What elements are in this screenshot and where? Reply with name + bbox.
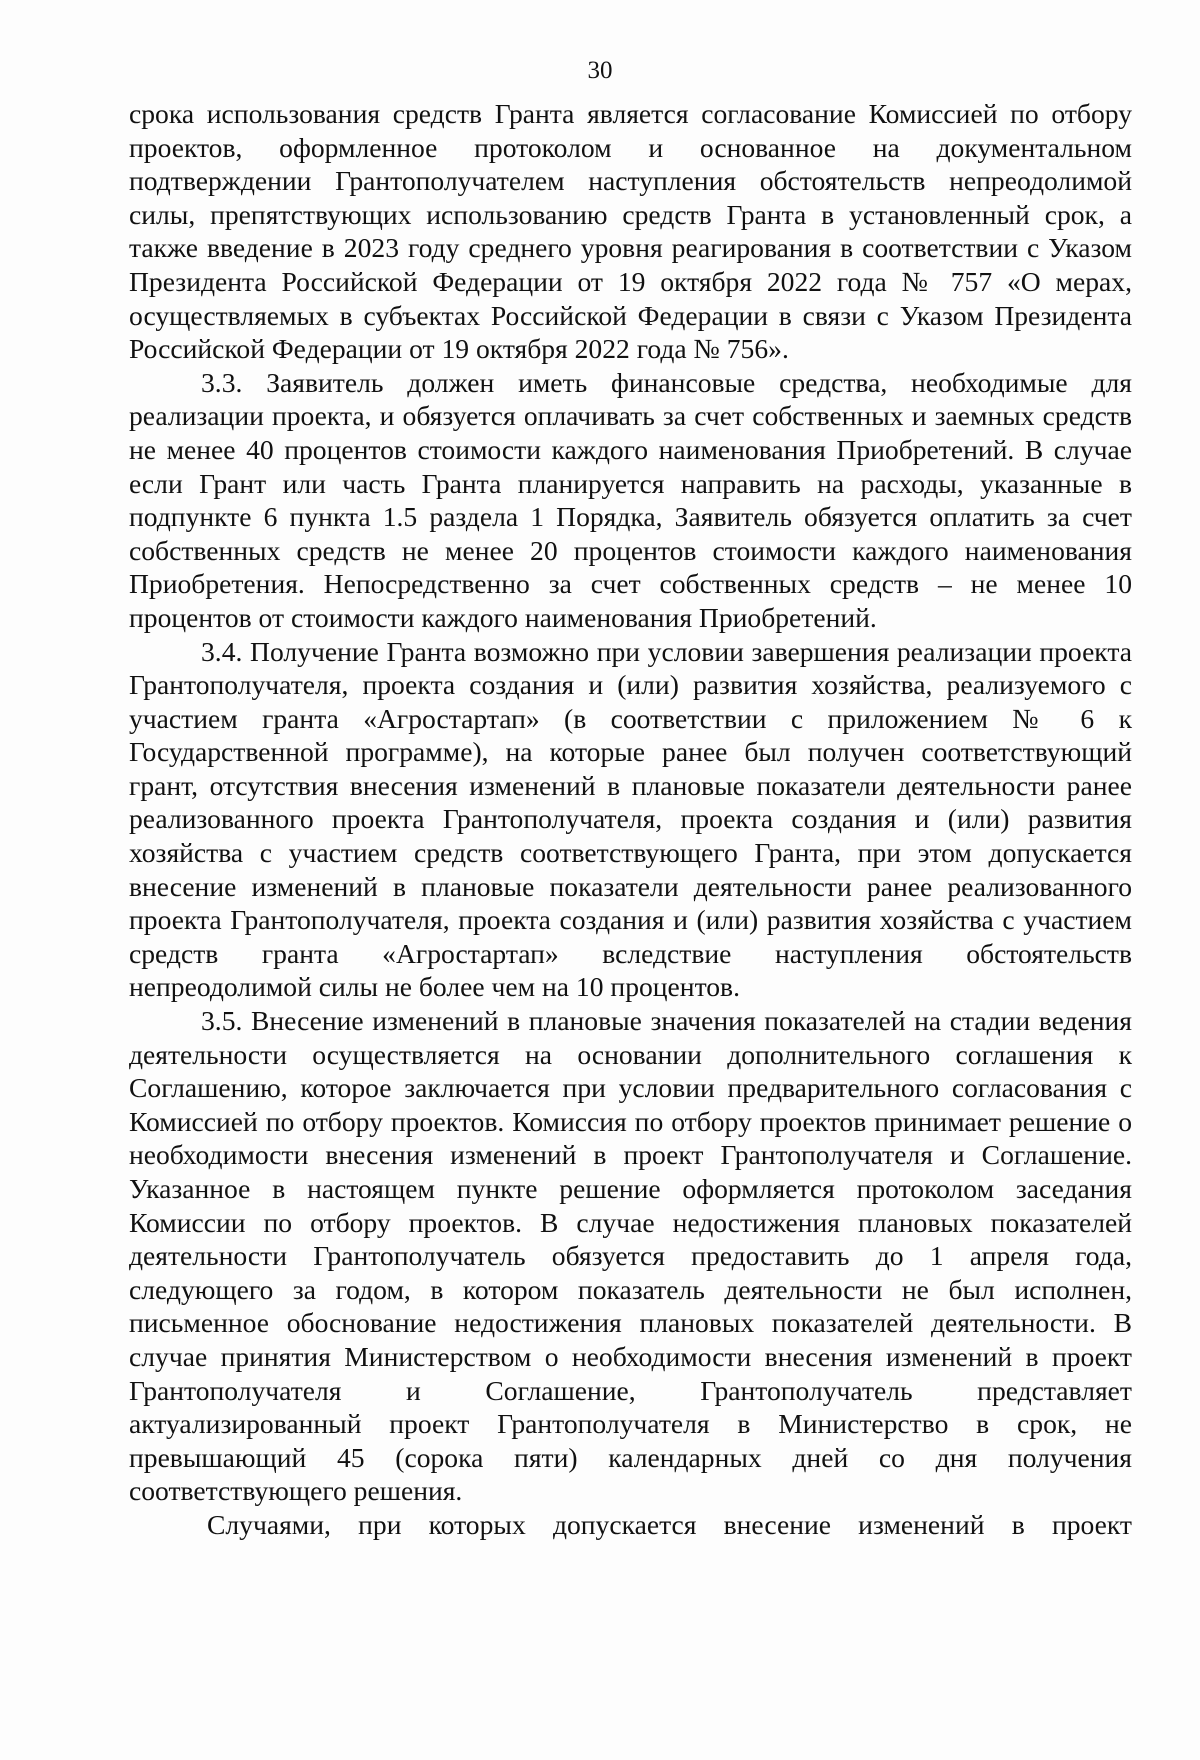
paragraph-change-cases: Случаями, при которых допускается внесение изменений в проект: [207, 1508, 1132, 1540]
paragraph-3-3: 3.3. Заявитель должен иметь финансовые средства, необходимые для реализации проекта, и обязуется оплачивать за счет собственных и заемных средств не менее 40 процентов стоимости каждого наименования Приобретений. В случае если Грант или часть Гранта планируется направить на расходы, указанные в подпункте 6 пункта 1.5 раздела 1 Порядка, Заявитель обязуется оплатить за счет собственных средств не менее 20 процентов стоимости каждого наименования Приобретения. Непосредственно за счет собственных средств – не менее 10 процентов от стоимости каждого наименования Приобретений.: [129, 366, 1132, 633]
paragraph-3-4: 3.4. Получение Гранта возможно при условии завершения реализации проекта Грантополучателя, проекта создания и (или) развития хозяйства, реализуемого с участием гранта «Агростартап» (в соответствии с приложением № 6 к Государственной программе), на которые ранее был получен соответствующий грант, отсутствия внесения изменений в плановые показатели деятельности ранее реализованного проекта Грантополучателя, проекта создания и (или) развития хозяйства с участием средств соответствующего Гранта, при этом допускается внесение изменений в плановые показатели деятельности ранее реализованного проекта Грантополучателя, проекта создания и (или) развития хозяйства с участием средств гранта «Агростартап» вследствие наступления обстоятельств непреодолимой силы не более чем на 10 процентов.: [129, 635, 1132, 1003]
document-body: [129, 97, 1132, 1542]
page-number: 30: [587, 57, 613, 84]
paragraph-3-5: 3.5. Внесение изменений в плановые значения показателей на стадии ведения деятельности осуществляется на основании дополнительного соглашения к Соглашению, которое заключается при условии предварительного согласования с Комиссией по отбору проектов. Комиссия по отбору проектов принимает решение о необходимости внесения изменений в проект Грантополучателя и Соглашение. Указанное в настоящем пункте решение оформляется протоколом заседания Комиссии по отбору проектов. В случае недостижения плановых показателей деятельности Грантополучатель обязуется предоставить до 1 апреля года, следующего за годом, в котором показатель деятельности не был исполнен, письменное обоснование недостижения плановых показателей деятельности. В случае принятия Министерством о необходимости внесения изменений в проект Грантополучателя и Соглашение, Грантополучатель представляет актуализированный проект Грантополучателя в Министерство в срок, не превышающий 45 (сорока пяти) календарных дней со дня получения соответствующего решения.: [129, 1005, 1132, 1507]
paragraph-term-extension: срока использования средств Гранта является согласование Комиссией по отбору проектов, оформленное протоколом и основанное на документальном подтверждении Грантополучателем наступления обстоятельств непреодолимой силы, препятствующих использованию средств Гранта в установленный срок, а также введение в 2023 году среднего уровня реагирования в соответствии с Указом Президента Российской Федерации от 19 октября 2022 года № 757 «О мерах, осуществляемых в субъектах Российской Федерации в связи с Указом Президента Российской Федерации от 19 октября 2022 года № 756».: [129, 98, 1132, 365]
